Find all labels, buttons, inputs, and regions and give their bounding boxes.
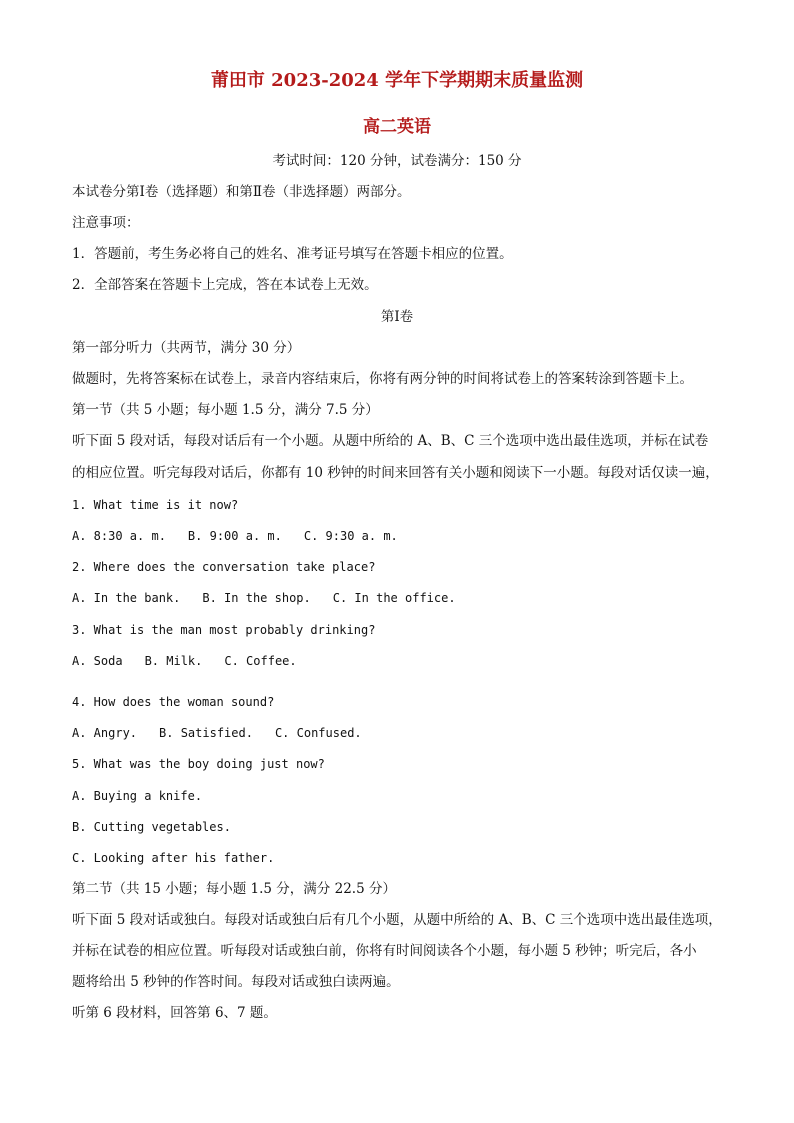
material-6-prompt: 听第 6 段材料，回答第 6、7 题。 [72, 1005, 277, 1021]
notes-heading: 注意事项： [72, 215, 140, 231]
section2-heading: 第二节（共 15 小题；每小题 1.5 分，满分 22.5 分） [72, 881, 396, 897]
option-a: A. Soda [72, 654, 123, 668]
question-5-option-b: B. Cutting vegetables. [72, 820, 231, 834]
paper-composition: 本试卷分第Ⅰ卷（选择题）和第Ⅱ卷（非选择题）两部分。 [72, 184, 411, 200]
question-5-stem: 5. What was the boy doing just now? [72, 757, 325, 771]
question-3-stem: 3. What is the man most probably drinking? [72, 623, 376, 637]
question-5-option-a: A. Buying a knife. [72, 789, 203, 803]
part1-heading: 第一部分听力（共两节，满分 30 分） [72, 340, 301, 356]
option-b: B. Milk. [144, 654, 203, 668]
question-3-options [72, 652, 297, 670]
exam-subject: 高二英语 [363, 117, 431, 137]
option-c: C. 9:30 a. m. [303, 529, 398, 543]
section1-instruction-line2: 的相应位置。听完每段对话后，你都有 10 秒钟的时间来回答有关小题和阅读下一小题。每段对话仅读一遍， [72, 465, 719, 481]
option-c: C. Confused. [274, 726, 362, 740]
question-4-options [72, 724, 362, 742]
question-4-stem: 4. How does the woman sound? [72, 695, 275, 709]
section2-instruction-line1: 听下面 5 段对话或独白。每段对话或独白后有几个小题，从题中所给的 A、B、C 三个选项中选出最佳选项， [72, 912, 722, 928]
question-2-options [72, 589, 456, 607]
question-2-stem: 2. Where does the conversation take place? [72, 560, 376, 574]
section1-heading: 第一节（共 5 小题；每小题 1.5 分，满分 7.5 分） [72, 402, 379, 418]
question-1-stem: 1. What time is it now? [72, 498, 239, 512]
note-2: 2．全部答案在答题卡上完成，答在本试卷上无效。 [72, 277, 378, 293]
part1-instruction: 做题时，先将答案标在试卷上，录音内容结束后，你将有两分钟的时间将试卷上的答案转涂到答题卡上。 [72, 371, 693, 387]
option-b: B. In the shop. [202, 591, 311, 605]
volume-label: 第Ⅰ卷 [380, 309, 414, 325]
question-1-options [72, 527, 398, 545]
option-a: A. Angry. [72, 726, 138, 740]
exam-title: 莆田市 2023-2024 学年下学期期末质量监测 [210, 70, 584, 91]
section2-instruction-line3: 题将给出 5 秒钟的作答时间。每段对话或独白读两遍。 [72, 974, 400, 990]
section2-instruction-line2: 并标在试卷的相应位置。听每段对话或独白前，你将有时间阅读各个小题，每小题 5 秒钟；听完后，各小 [72, 943, 697, 959]
option-c: C. Coffee. [224, 654, 297, 668]
option-b: B. Satisfied. [159, 726, 253, 740]
question-5-option-c: C. Looking after his father. [72, 851, 275, 865]
option-b: B. 9:00 a. m. [187, 529, 282, 543]
option-a: A. 8:30 a. m. [72, 529, 166, 543]
section1-instruction-line1: 听下面 5 段对话，每段对话后有一个小题。从题中所给的 A、B、C 三个选项中选出最佳选项，并标在试卷 [72, 433, 709, 449]
exam-info: 考试时间：120 分钟，试卷满分：150 分 [272, 153, 522, 169]
option-c: C. In the office. [332, 591, 456, 605]
option-a: A. In the bank. [72, 591, 181, 605]
note-1: 1．答题前，考生务必将自己的姓名、准考证号填写在答题卡相应的位置。 [72, 246, 513, 262]
